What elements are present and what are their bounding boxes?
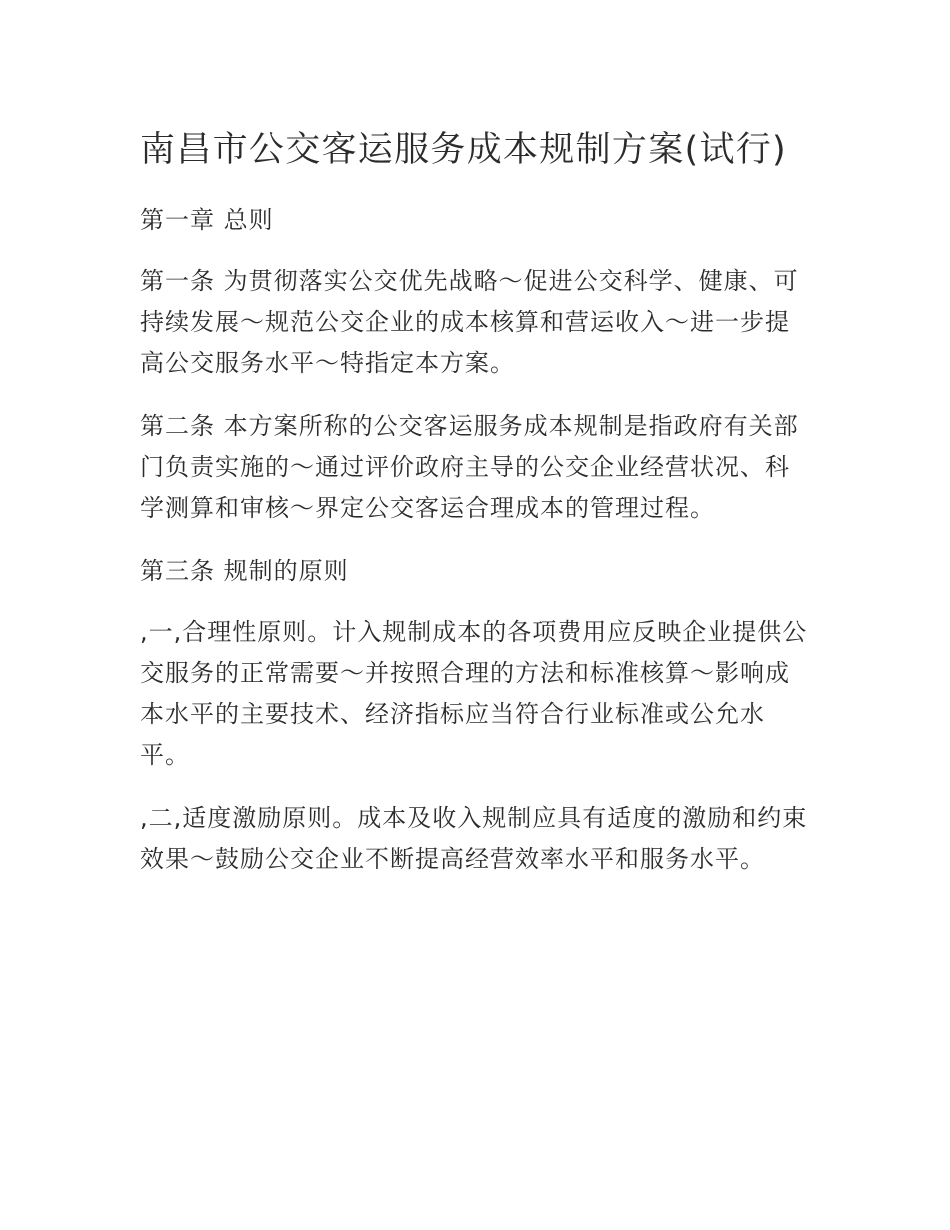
- article-2: 第二条 本方案所称的公交客运服务成本规制是指政府有关部门负责实施的～通过评价政府主导的公交企业经营状况、科学测算和审核～界定公交客运合理成本的管理过程。: [140, 412, 799, 522]
- chapter-heading: 第一章 总则: [140, 206, 274, 234]
- principle-2: ,二,适度激励原则。成本及收入规制应具有适度的激励和约束效果～鼓励公交企业不断提高经营效率水平和服务水平。: [140, 804, 808, 873]
- article-1: 第一条 为贯彻落实公交优先战略～促进公交科学、健康、可持续发展～规范公交企业的成本核算和营运收入～进一步提高公交服务水平～特指定本方案。: [140, 267, 799, 377]
- article-3-heading: 第三条 规制的原则: [140, 557, 349, 585]
- document-title: 南昌市公交客运服务成本规制方案(试行): [140, 130, 788, 170]
- principle-1: ,一,合理性原则。计入规制成本的各项费用应反映企业提供公交服务的正常需要～并按照合理的方法和标准核算～影响成本水平的主要技术、经济指标应当符合行业标准或公允水平。: [140, 618, 808, 769]
- document-page: [140, 122, 812, 902]
